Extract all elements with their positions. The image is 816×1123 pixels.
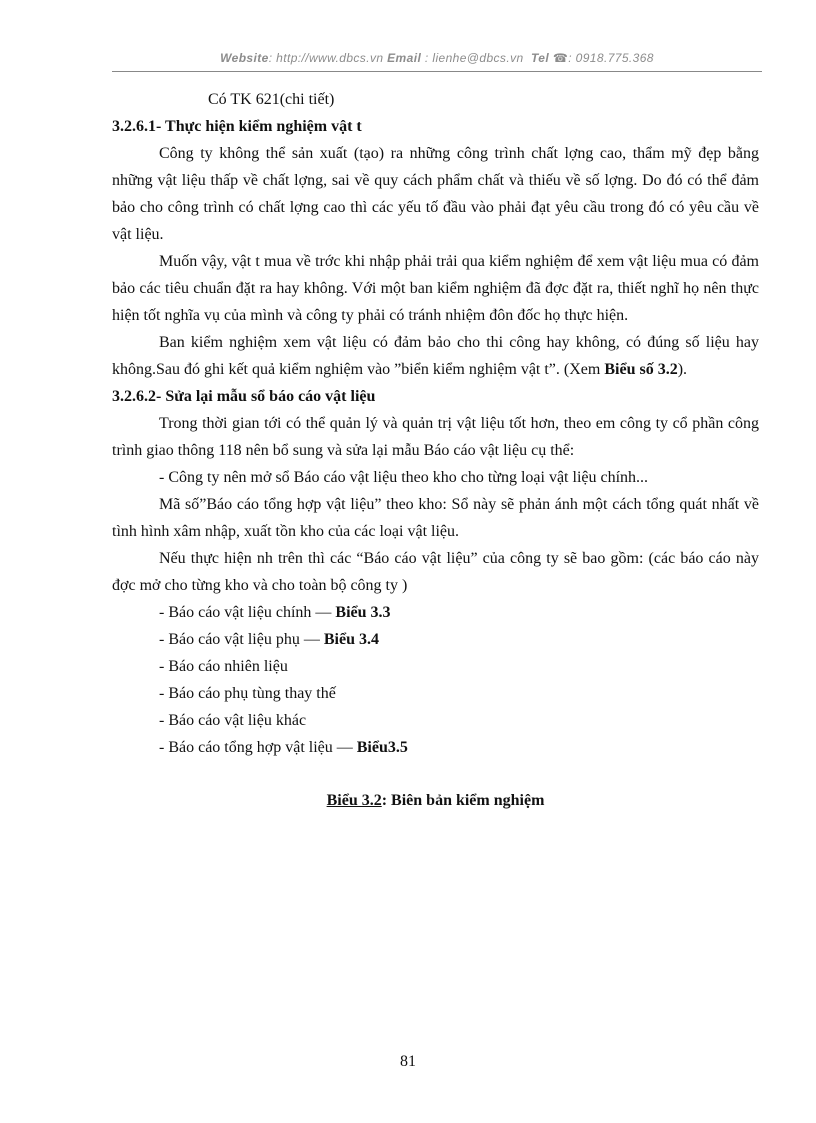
- paragraph-7: Nếu thực hiện nh trên thì các “Báo cáo vật liệu” của công ty sẽ bao gồm: (các báo cáo này đợc mở cho từng kho và cho toàn bộ công ty ): [112, 550, 759, 594]
- page-number: 81: [400, 1053, 416, 1070]
- paragraph-1: Công ty không thể sản xuất (tạo) ra những công trình chất lợng cao, thẩm mỹ đẹp bằng những vật liệu thấp về chất lợng, sai về quy cách phẩm chất và thiếu về số lợng. Do đó có thể đảm bảo cho công trình có chất lợng cao thì các yếu tố đầu vào phải đạt yêu cầu trong đó có yêu cầu về vật liệu.: [112, 145, 759, 243]
- paragraph-2: Muốn vậy, vật t mua về trớc khi nhập phải trải qua kiểm nghiệm để xem vật liệu mua có đảm bảo các tiêu chuẩn đặt ra hay không. Với một ban kiểm nghiệm đã đợc đặt ra, thiết nghĩ họ nên thực hiện tốt nghĩa vụ của mình và công ty phải có tránh nhiệm đôn đốc họ thực hiện.: [112, 253, 759, 324]
- section-heading-3-2-6-2: 3.2.6.2- Sửa lại mẫu sổ báo cáo vật liệu: [112, 388, 376, 405]
- list-item: - Báo cáo nhiên liệu: [159, 658, 288, 675]
- list-item: - Báo cáo vật liệu phụ — Biểu 3.4: [159, 631, 379, 648]
- list-item: - Báo cáo vật liệu chính — Biểu 3.3: [159, 604, 391, 621]
- list-item-ref: Biểu 3.4: [323, 631, 379, 648]
- paragraph-6: Mã số”Báo cáo tổng hợp vật liệu” theo kho: Sổ này sẽ phản ánh một cách tổng quát nhất về tình hình xâm nhập, xuất tồn kho của các loại vật liệu.: [112, 496, 759, 540]
- paragraph-3-end: ).: [677, 361, 688, 378]
- paragraph-3-ref: Biểu số 3.2: [604, 361, 678, 378]
- account-line: Có TK 621(chi tiết): [208, 91, 335, 108]
- email-label: Email: [387, 51, 422, 65]
- list-item: - Báo cáo phụ tùng thay thế: [159, 685, 336, 702]
- section-heading-3-2-6-1: 3.2.6.1- Thực hiện kiểm nghiệm vật t: [112, 118, 362, 135]
- email-value: : lienhe@dbcs.vn: [424, 51, 524, 65]
- tel-label: Tel: [531, 51, 550, 65]
- list-item: - Báo cáo vật liệu khác: [159, 712, 307, 729]
- list-item: - Báo cáo tổng hợp vật liệu — Biểu3.5: [159, 739, 408, 756]
- table-caption: [112, 787, 759, 814]
- paragraph-3: [112, 329, 759, 383]
- caption-ref: Biểu 3.2: [326, 792, 382, 809]
- paragraph-5: - Công ty nên mở sổ Báo cáo vật liệu theo kho cho từng loại vật liệu chính...: [159, 469, 649, 486]
- list-item-ref: Biểu 3.3: [335, 604, 391, 621]
- paragraph-3-text: Ban kiểm nghiệm xem vật liệu có đảm bảo cho thi công hay không, có đúng số liệu hay không.Sau đó ghi kết quả kiểm nghiệm vào ”biển kiểm nghiệm vật t”. (Xem: [112, 334, 759, 378]
- caption-title: : Biên bản kiểm nghiệm: [381, 792, 545, 809]
- document-body: [112, 86, 759, 814]
- header-rule: [112, 71, 762, 72]
- website-value: : http://www.dbcs.vn: [268, 51, 384, 65]
- list-item-ref: Biểu3.5: [356, 739, 408, 756]
- website-label: Website: [220, 51, 269, 65]
- paragraph-4: Trong thời gian tới có thể quản lý và quản trị vật liệu tốt hơn, theo em công ty cổ phần công trình giao thông 118 nên bổ sung và sửa lại mẫu Báo cáo vật liệu cụ thể:: [112, 415, 759, 459]
- tel-value: ☎: 0918.775.368: [552, 51, 654, 65]
- page-header: [112, 51, 762, 65]
